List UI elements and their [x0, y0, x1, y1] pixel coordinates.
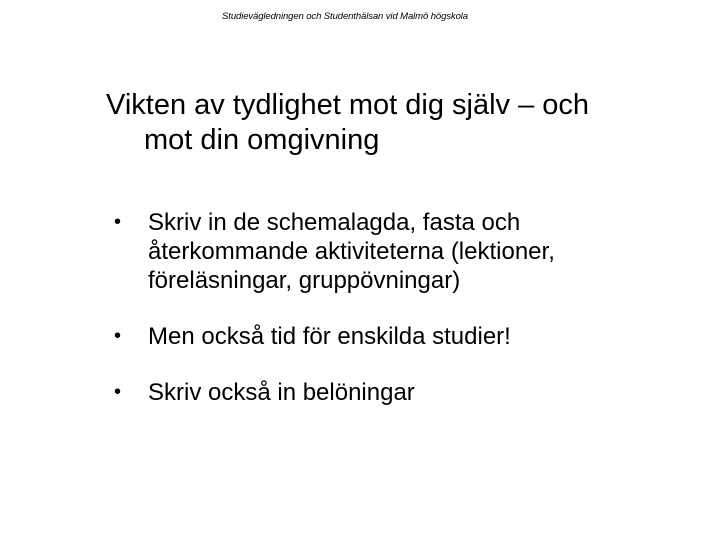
bullet-item — [108, 322, 688, 351]
slide-header: Studievägledningen och Studenthälsan vid Malmö högskola — [222, 11, 468, 22]
bullet-1-line-1: Skriv in de schemalagda, fasta och — [148, 209, 521, 236]
bullet-icon: • — [114, 211, 122, 233]
bullet-3-line-1: Skriv också in belöningar — [148, 379, 415, 406]
bullet-icon: • — [114, 381, 122, 403]
bullet-2-line-1: Men också tid för enskilda studier! — [148, 323, 511, 350]
bullet-icon: • — [114, 325, 122, 347]
bullet-1-line-2: återkommande aktiviteterna (lektioner, — [148, 238, 555, 265]
title-line-2: mot din omgivning — [144, 124, 380, 156]
bullet-item — [108, 208, 688, 295]
title-line-1: Vikten av tydlighet mot dig själv – och — [106, 89, 590, 121]
slide-title — [106, 88, 696, 158]
bullet-1-line-3: föreläsningar, gruppövningar) — [148, 267, 461, 294]
bullet-item — [108, 378, 688, 407]
bullet-list — [108, 208, 688, 434]
